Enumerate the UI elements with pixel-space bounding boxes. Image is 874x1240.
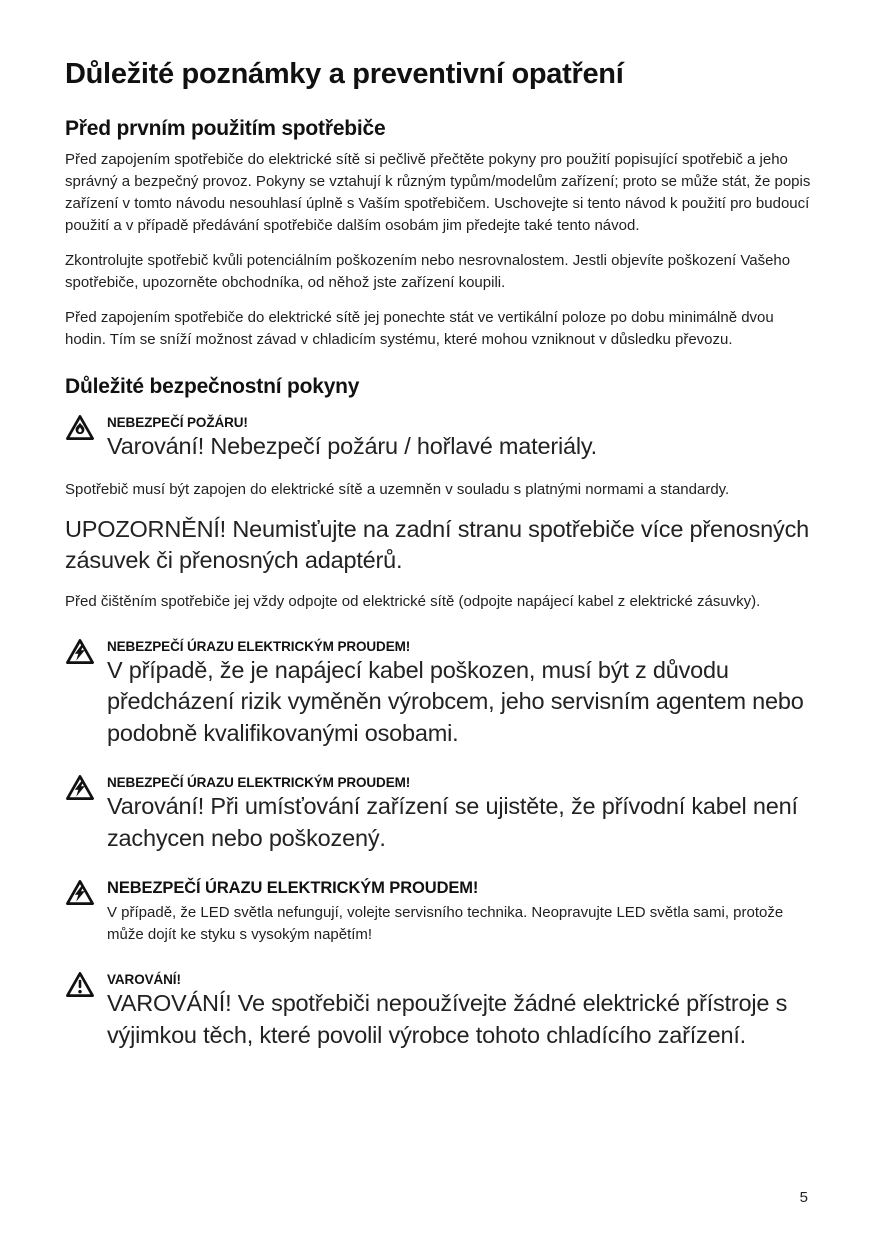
notice-sockets: UPOZORNĚNÍ! Neumisťujte na zadní stranu spotřebiče více přenosných zásuvek či přenosných adaptérů. xyxy=(65,515,810,573)
warning-block-placement xyxy=(65,773,813,854)
warning-block-fire xyxy=(65,413,813,463)
warning-block-led xyxy=(65,878,813,946)
warning-content xyxy=(107,970,813,1051)
warning-content xyxy=(107,878,813,946)
warning-content xyxy=(107,413,813,463)
general-warning-icon xyxy=(65,970,95,1003)
warning-label: VAROVÁNÍ! xyxy=(107,972,181,987)
section-heading-safety: Důležité bezpečnostní pokyny xyxy=(65,375,360,398)
page-content xyxy=(65,0,813,1065)
fire-hazard-warning-icon xyxy=(65,413,95,446)
warning-block-devices xyxy=(65,970,813,1051)
paragraph-grounding: Spotřebič musí být zapojen do elektrické sítě a uzemněn v souladu s platnými normami a standardy. xyxy=(65,480,730,498)
warning-text: V případě, že je napájecí kabel poškozen, musí být z důvodu předcházení rizik vyměněn výrobcem, jeho servisním agentem nebo podobně kvalifikovanými osobami. xyxy=(107,656,804,746)
warning-label: NEBEZPEČÍ POŽÁRU! xyxy=(107,415,248,430)
paragraph-cleaning: Před čištěním spotřebiče jej vždy odpojte od elektrické sítě (odpojte napájecí kabel z elektrické zásuvky). xyxy=(65,592,761,610)
paragraph-vertical-position: Před zapojením spotřebiče do elektrické sítě jej ponechte stát ve vertikální poloze po dobu minimálně dvou hodin. Tím se sníží možnost závad v chladicím systému, které mohou vzniknout v důsledku převozu. xyxy=(65,309,774,348)
electric-shock-warning-icon xyxy=(65,637,95,670)
warning-content xyxy=(107,773,813,854)
warning-text: Varování! Nebezpečí požáru / hořlavé materiály. xyxy=(107,433,598,459)
warning-block-cable xyxy=(65,637,813,750)
electric-shock-warning-icon xyxy=(65,773,95,806)
document-title: Důležité poznámky a preventivní opatření xyxy=(65,58,624,90)
section-heading-first-use: Před prvním použitím spotřebiče xyxy=(65,117,386,140)
paragraph-check-damage: Zkontrolujte spotřebič kvůli potenciálním poškozením nebo nesrovnalostem. Jestli objevíte poškození Vašeho spotřebiče, upozorněte obchodníka, od něhož jste zařízení koupili. xyxy=(65,252,791,291)
warning-content xyxy=(107,637,813,750)
warning-text: Varování! Při umísťování zařízení se ujistěte, že přívodní kabel není zachycen nebo poškozený. xyxy=(107,793,798,851)
paragraph-read-instructions: Před zapojením spotřebiče do elektrické sítě si pečlivě přečtěte pokyny pro použití popisující spotřebič a jeho správný a bezpečný provoz. Pokyny se vztahují k různým typům/modelům zařízení; proto se může stát, že popis zařízení v tomto návodu nesouhlasí úplně s Vaším spotřebičem. Uschovejte si tento návod k použití pro budoucí použití a v případě předávání spotřebiče dalším osobám jim předejte také tento návod. xyxy=(65,151,811,234)
page-number: 5 xyxy=(799,1189,808,1206)
warning-text: V případě, že LED světla nefungují, volejte servisního technika. Neopravujte LED světla sami, protože může dojít ke styku s vysokým napětím! xyxy=(107,904,784,943)
electric-shock-warning-icon xyxy=(65,878,95,911)
warning-label: NEBEZPEČÍ ÚRAZU ELEKTRICKÝM PROUDEM! xyxy=(107,775,411,790)
warning-label: NEBEZPEČÍ ÚRAZU ELEKTRICKÝM PROUDEM! xyxy=(107,879,479,897)
warning-text: VAROVÁNÍ! Ve spotřebiči nepoužívejte žádné elektrické přístroje s výjimkou těch, které povolil výrobce tohoto chladícího zařízení. xyxy=(107,990,788,1048)
warning-label: NEBEZPEČÍ ÚRAZU ELEKTRICKÝM PROUDEM! xyxy=(107,638,411,654)
